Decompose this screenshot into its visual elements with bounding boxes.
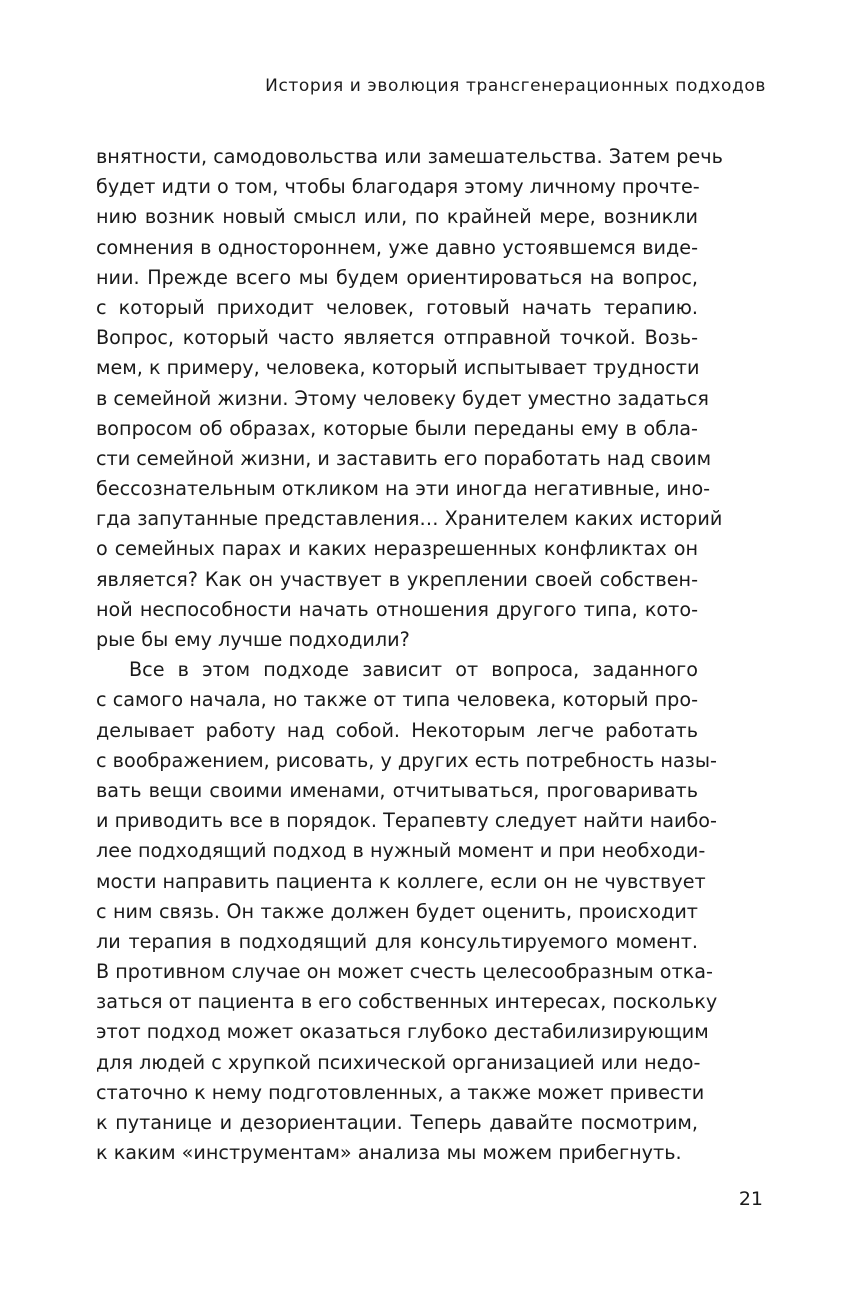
text-line: мости направить пациента к коллеге, если он не чувствует — [96, 869, 706, 893]
text-line: бессознательным откликом на эти иногда негативные, ино- — [96, 477, 711, 501]
text-line: к путанице и дезориентации. Теперь давайте посмотрим, — [96, 1111, 698, 1134]
text-line: для людей с хрупкой психической организацией или недо- — [96, 1050, 701, 1074]
text-line: В противном случае он может счесть целесообразным отка- — [96, 960, 713, 984]
text-line: гда запутанные представления… Хранителем каких историй — [96, 507, 723, 531]
text-line: этот подход может оказаться глубоко дестабилизирующим — [96, 1020, 709, 1044]
text-line: внятности, самодовольства или замешательства. Затем речь — [96, 145, 723, 168]
text-line: Все в этом подходе зависит от вопроса, заданного — [129, 658, 698, 682]
text-line: с который приходит человек, готовый начать терапию. — [96, 295, 698, 319]
text-line: статочно к нему подготовленных, а также может привести — [96, 1080, 705, 1104]
text-line: рые бы ему лучше подходили? — [96, 628, 410, 651]
text-line: Вопрос, который часто является отправной точкой. Возь- — [96, 326, 698, 350]
running-header: История и эволюция трансгенерационных подходов — [265, 76, 766, 96]
text-line: с самого начала, но также от типа человека, который про- — [96, 688, 698, 712]
text-line: лее подходящий подход в нужный момент и при необходи- — [96, 839, 706, 863]
text-line: является? Как он участвует в укреплении своей собствен- — [96, 567, 698, 591]
body-text — [96, 142, 723, 1168]
text-line: нию возник новый смысл или, по крайней мере, возникли — [96, 205, 698, 229]
text-line: с воображением, рисовать, у других есть потребность назы- — [96, 748, 717, 772]
text-line: будет идти о том, чтобы благодаря этому личному прочте- — [96, 175, 700, 199]
text-line: в семейной жизни. Этому человеку будет уместно задаться — [96, 386, 709, 410]
text-line: нии. Прежде всего мы будем ориентироваться на вопрос, — [96, 265, 698, 289]
text-line: делывает работу над собой. Некоторым легче работать — [96, 718, 698, 742]
text-line: вать вещи своими именами, отчитываться, проговаривать — [96, 778, 698, 802]
text-line: и приводить все в порядок. Терапевту следует найти наибо- — [96, 809, 717, 833]
text-line: ли терапия в подходящий для консультируемого момент. — [96, 929, 698, 953]
paragraph-1 — [96, 142, 723, 655]
text-line: сомнения в одностороннем, уже давно устоявшемся виде- — [96, 235, 698, 259]
text-line: к каким «инструментам» анализа мы можем прибегнуть. — [96, 1141, 682, 1165]
text-line: сти семейной жизни, и заставить его поработать над своим — [96, 446, 712, 470]
text-line: заться от пациента в его собственных интересах, поскольку — [96, 990, 718, 1014]
text-line: с ним связь. Он также должен будет оценить, происходит — [96, 899, 698, 923]
paragraph-2 — [96, 655, 718, 1168]
text-line: вопросом об образах, которые были переданы ему в обла- — [96, 416, 698, 440]
text-line: ной неспособности начать отношения другого типа, кото- — [96, 597, 698, 621]
text-line: мем, к примеру, человека, который испытывает трудности — [96, 356, 700, 380]
text-line: о семейных парах и каких неразрешенных конфликтах он — [96, 537, 698, 561]
page-number: 21 — [738, 1188, 763, 1210]
